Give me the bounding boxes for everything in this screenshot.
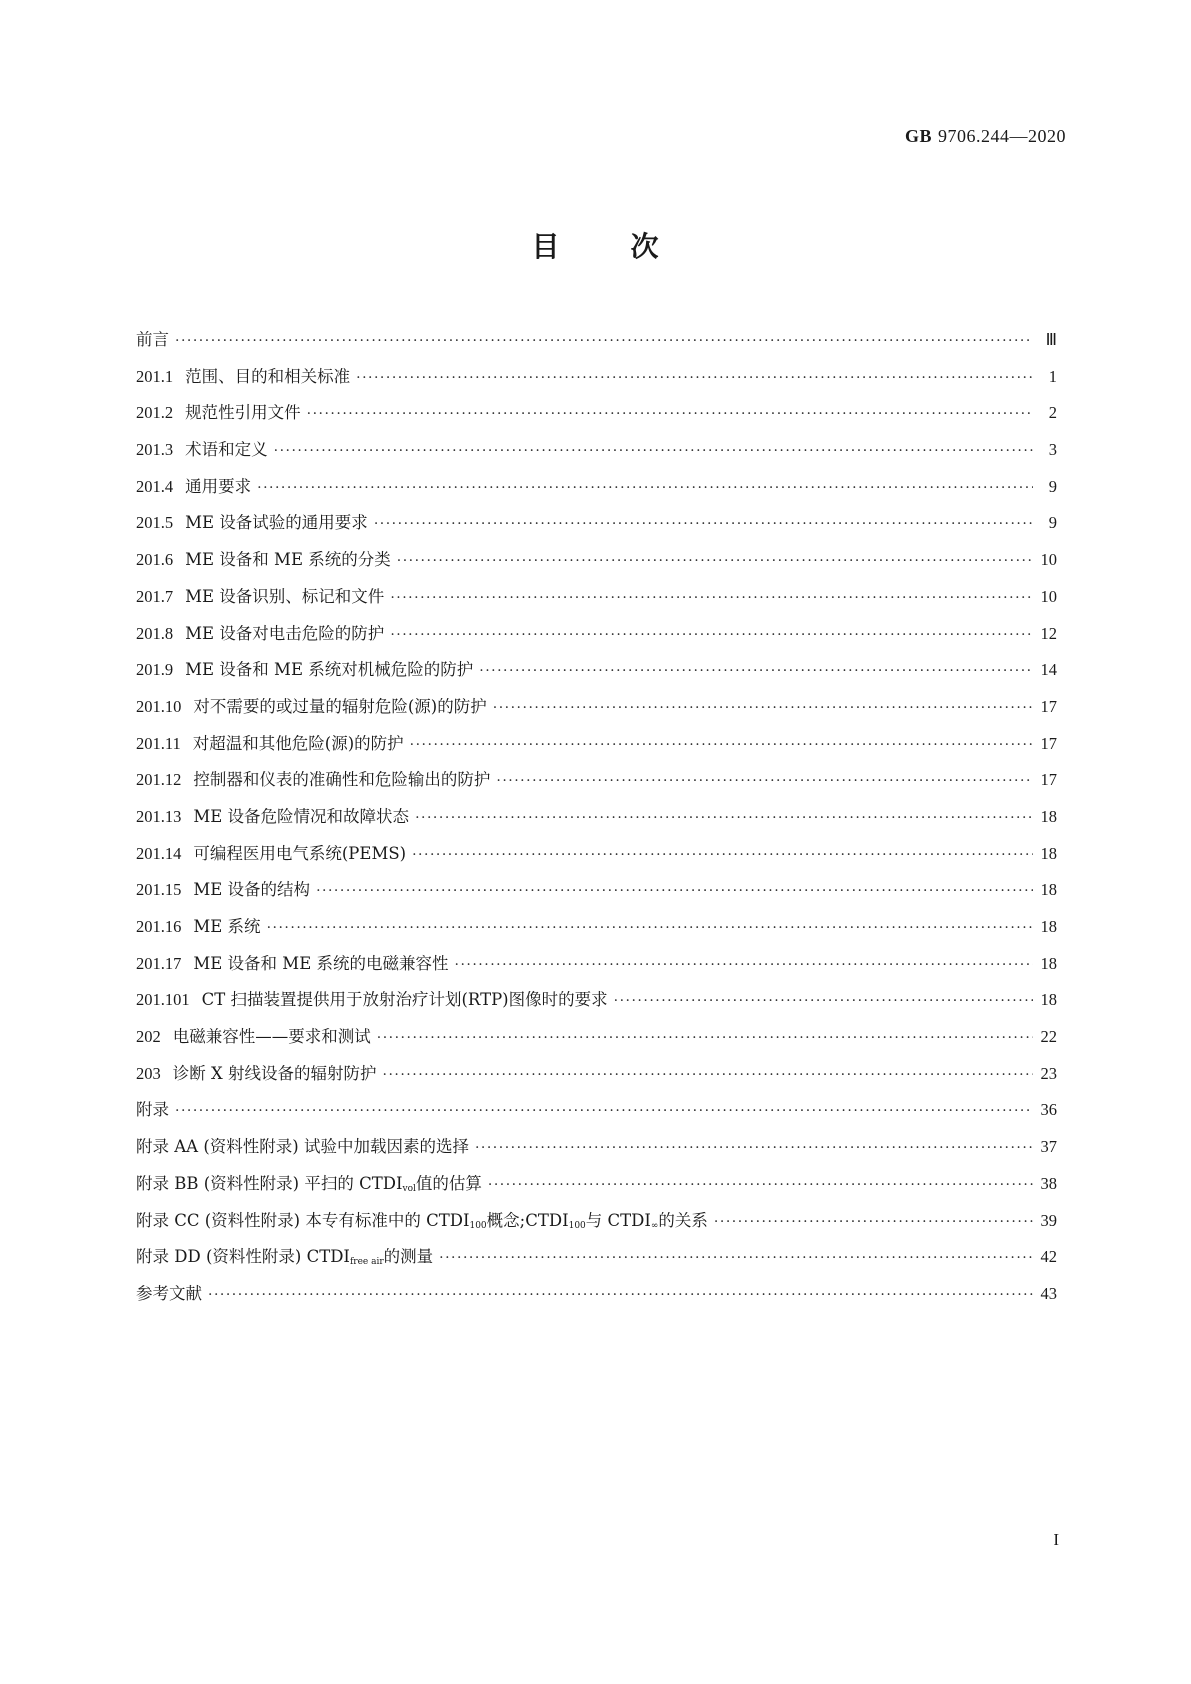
leader-dots: [475, 1140, 1033, 1156]
toc-entry-page: 43: [1040, 1283, 1057, 1303]
toc-entry-preface[interactable]: [136, 326, 1057, 363]
toc-entry-page: 2: [1048, 403, 1057, 423]
toc-entry-title: ME 设备和 ME 系统的分类: [185, 550, 391, 570]
toc-entry-number: 201.16: [136, 917, 182, 936]
leader-dots: [493, 700, 1033, 716]
leader-dots: [412, 847, 1033, 863]
toc-entry-201-14[interactable]: [136, 840, 1057, 877]
standard-number: 9706.244—2020: [938, 126, 1066, 146]
toc-entry-number: 201.12: [136, 770, 182, 790]
toc-entry-title: ME 设备和 ME 系统对机械危险的防护: [185, 660, 474, 680]
toc-title: [0, 225, 1191, 265]
toc-entry-page: 17: [1040, 733, 1057, 753]
toc-entry-number: 201.3: [136, 440, 174, 460]
toc-entry-title-part: 附录 CC (资料性附录) 本专有标准中的 CTDI: [136, 1210, 470, 1230]
subscript-free-air: free air: [349, 1257, 384, 1268]
toc-entry-number: 201.14: [136, 843, 182, 863]
toc-entry-number: 201.7: [136, 586, 174, 606]
toc-entry-page: 9: [1048, 513, 1057, 533]
leader-dots: [479, 663, 1033, 679]
leader-dots: [410, 737, 1033, 753]
toc-entry-201-13[interactable]: [136, 803, 1057, 840]
leader-dots: [415, 810, 1033, 826]
toc-entry-page: 12: [1040, 623, 1057, 643]
leader-dots: [383, 1067, 1034, 1083]
standard-code: [905, 126, 1066, 147]
toc-entry-201-4[interactable]: [136, 473, 1057, 510]
page-number: I: [1053, 1530, 1059, 1549]
toc-entry-page: 9: [1048, 476, 1057, 496]
toc-entry-number: 201.17: [136, 953, 182, 973]
leader-dots: [377, 1030, 1033, 1046]
toc-entry-page: 18: [1040, 990, 1057, 1010]
toc-entry-title: 前言: [136, 330, 169, 349]
toc-entry-page: 1: [1048, 366, 1057, 386]
leader-dots: [390, 627, 1033, 643]
leader-dots: [267, 920, 1033, 936]
toc-entry-appendix-aa[interactable]: [136, 1133, 1057, 1170]
toc-entry-number: 202: [136, 1027, 161, 1047]
toc-entry-number: 201.9: [136, 660, 174, 680]
toc-entry-number: 201.6: [136, 550, 174, 570]
toc-entry-title: ME 设备识别、标记和文件: [185, 586, 385, 606]
toc-entry-201-5[interactable]: [136, 509, 1057, 546]
toc-entry-title: 附录: [136, 1100, 169, 1120]
subscript-vol: vol: [402, 1183, 416, 1194]
toc-entry-title: ME 设备和 ME 系统的电磁兼容性: [193, 953, 449, 973]
toc-entry-number: 201.8: [136, 623, 174, 643]
leader-dots: [390, 590, 1033, 606]
toc-entry-title-part: 附录 BB (资料性附录) 平扫的 CTDI: [136, 1173, 403, 1193]
leader-dots: [439, 1250, 1033, 1266]
toc-entry-number: 201.10: [136, 696, 182, 716]
leader-dots: [714, 1214, 1033, 1230]
toc-entry-title-part: 的关系: [658, 1210, 708, 1230]
toc-entry-appendix[interactable]: [136, 1096, 1057, 1133]
toc-entry-number: 201.2: [136, 403, 174, 423]
toc-entry-title: 诊断 X 射线设备的辐射防护: [172, 1063, 377, 1083]
toc-entry-page: 23: [1040, 1063, 1057, 1083]
toc-entry-page: 42: [1040, 1247, 1057, 1267]
toc-entry-title: 规范性引用文件: [185, 403, 301, 423]
leader-dots: [208, 1287, 1033, 1303]
toc-entry-201-3[interactable]: [136, 436, 1057, 473]
toc-entry-201-17[interactable]: [136, 950, 1057, 987]
toc-entry-number: 201.5: [136, 513, 174, 533]
toc-entry-201-10[interactable]: [136, 693, 1057, 730]
toc-entry-201-15[interactable]: [136, 876, 1057, 913]
leader-dots: [274, 443, 1033, 459]
toc-entry-203[interactable]: [136, 1060, 1057, 1097]
toc-entry-page: 39: [1040, 1210, 1057, 1230]
toc-entry-page: 18: [1040, 843, 1057, 863]
toc-entry-201-2[interactable]: [136, 399, 1057, 436]
toc-entry-page: 37: [1040, 1137, 1057, 1157]
toc-entry-page: 38: [1040, 1173, 1057, 1193]
toc-entry-title: 控制器和仪表的准确性和危险输出的防护: [193, 770, 491, 790]
toc-entry-page: 14: [1040, 660, 1057, 680]
toc-entry-title: 可编程医用电气系统(PEMS): [193, 843, 407, 863]
toc-entry-number: 201.13: [136, 806, 182, 826]
toc-entry-page: 18: [1040, 917, 1057, 936]
toc-entry-title: [136, 1170, 482, 1194]
toc-entry-title: 通用要求: [185, 476, 252, 496]
toc-entry-title-part: 附录 DD (资料性附录) CTDI: [136, 1247, 350, 1267]
toc-entry-title: CT 扫描装置提供用于放射治疗计划(RTP)图像时的要求: [201, 990, 608, 1010]
toc-entry-page: 22: [1040, 1027, 1057, 1047]
toc-entry-201-11[interactable]: [136, 730, 1057, 767]
toc-entry-201-8[interactable]: [136, 620, 1057, 657]
subscript-100: 100: [469, 1220, 487, 1231]
toc-entry-page: 18: [1040, 953, 1057, 973]
leader-dots: [175, 1103, 1033, 1119]
leader-dots: [356, 370, 1033, 386]
leader-dots: [455, 957, 1034, 973]
leader-dots: [374, 516, 1033, 532]
toc-entry-title: ME 设备危险情况和故障状态: [193, 806, 410, 826]
toc-entry-number: 201.15: [136, 880, 182, 900]
toc-entry-page: 18: [1040, 880, 1057, 900]
toc-entry-page: Ⅲ: [1045, 330, 1057, 349]
toc-entry-appendix-dd[interactable]: [136, 1243, 1057, 1280]
toc-entry-title: ME 设备的结构: [193, 880, 311, 900]
toc-entry-title: 参考文献: [136, 1283, 202, 1303]
toc-entry-title-part: 概念;CTDI: [486, 1210, 569, 1230]
leader-dots: [397, 553, 1033, 569]
standard-prefix: GB: [904, 126, 932, 146]
toc-entry-page: 17: [1040, 696, 1057, 716]
toc-entry-number: 201.101: [136, 990, 190, 1010]
toc-entry-title: 电磁兼容性——要求和测试: [172, 1027, 371, 1047]
leader-dots: [614, 993, 1033, 1009]
toc-entry-201-12[interactable]: [136, 766, 1057, 803]
toc-entry-title: 对不需要的或过量的辐射危险(源)的防护: [193, 696, 487, 716]
toc-entry-title: 术语和定义: [185, 440, 268, 460]
toc-entry-201-7[interactable]: [136, 583, 1057, 620]
toc-entry-title: ME 系统: [193, 917, 261, 936]
toc-entry-title-part: 与 CTDI: [585, 1210, 651, 1230]
leader-dots: [488, 1177, 1033, 1193]
subscript-infinity: ∞: [650, 1220, 659, 1231]
toc-entry-appendix-cc[interactable]: [136, 1207, 1057, 1244]
toc-entry-number: 203: [136, 1063, 161, 1083]
toc-entry-title: [136, 1207, 708, 1231]
toc-entry-page: 3: [1048, 440, 1057, 460]
toc-entry-page: 10: [1040, 550, 1057, 570]
leader-dots: [316, 883, 1033, 899]
toc-entry-title: ME 设备对电击危险的防护: [185, 623, 385, 643]
leader-dots: [307, 406, 1033, 422]
leader-dots: [175, 333, 1033, 349]
toc-entry-title: [136, 1243, 433, 1267]
toc-entry-title: ME 设备试验的通用要求: [185, 513, 368, 533]
toc-entry-number: 201.4: [136, 476, 174, 496]
leader-dots: [496, 773, 1033, 789]
toc-entry-title: 范围、目的和相关标准: [185, 366, 351, 386]
toc-entry-page: 17: [1040, 770, 1057, 790]
toc-entry-page: 36: [1040, 1100, 1057, 1120]
toc-entry-202[interactable]: [136, 1023, 1057, 1060]
toc-entry-number: 201.1: [136, 366, 174, 386]
toc-entry-201-9[interactable]: [136, 656, 1057, 693]
toc-entry-references[interactable]: [136, 1280, 1057, 1317]
toc-title-part2: 次: [630, 230, 660, 263]
toc-entry-page: 18: [1040, 806, 1057, 826]
toc-entry-201-16[interactable]: [136, 913, 1057, 950]
toc-title-part1: 目: [531, 230, 561, 263]
table-of-contents: [136, 326, 1057, 1317]
toc-entry-title: 对超温和其他危险(源)的防护: [192, 733, 404, 753]
toc-entry-201-1[interactable]: [136, 363, 1057, 400]
toc-entry-number: 201.11: [136, 733, 181, 753]
leader-dots: [257, 480, 1033, 496]
toc-entry-201-101[interactable]: [136, 986, 1057, 1023]
toc-entry-title: 附录 AA (资料性附录) 试验中加载因素的选择: [136, 1137, 469, 1157]
subscript-100: 100: [568, 1220, 586, 1231]
toc-entry-page: 10: [1040, 586, 1057, 606]
toc-entry-title-part: 值的估算: [415, 1173, 482, 1193]
toc-entry-201-6[interactable]: [136, 546, 1057, 583]
toc-entry-title-part: 的测量: [383, 1247, 434, 1267]
toc-entry-appendix-bb[interactable]: [136, 1170, 1057, 1207]
